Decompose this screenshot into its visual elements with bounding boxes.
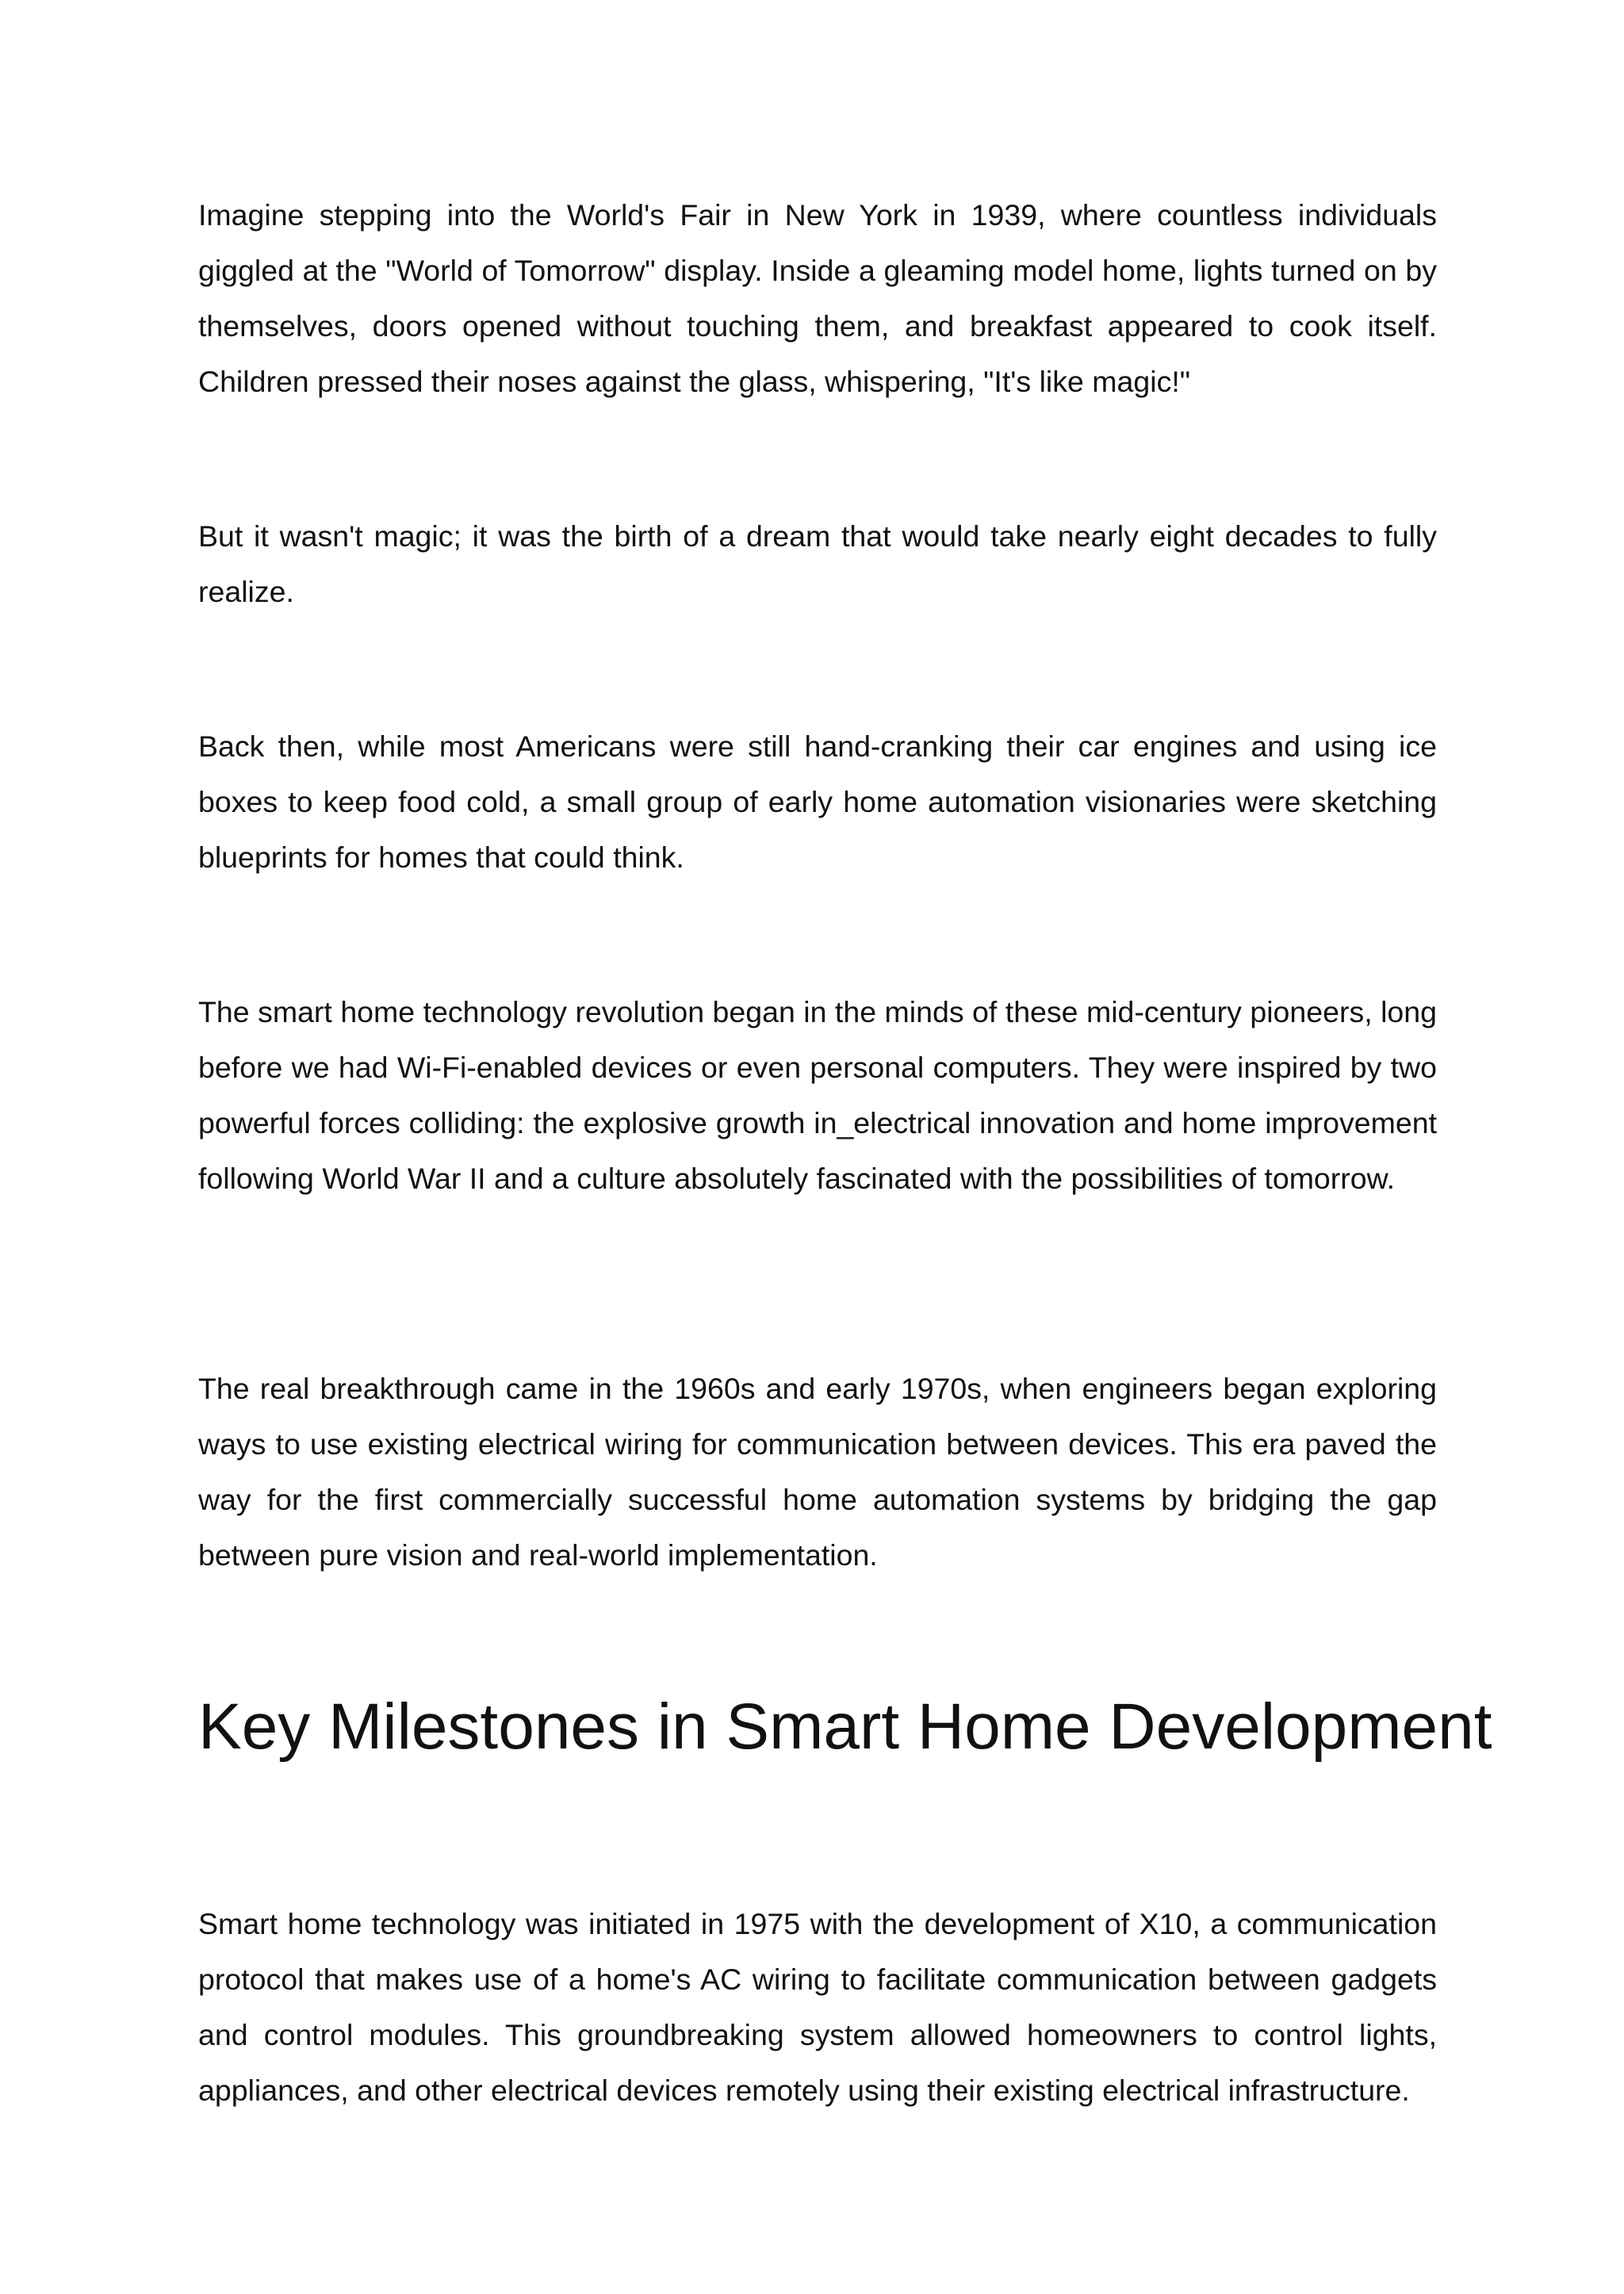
paragraph-x10: Smart home technology was initiated in 1975 with the development of X10, a communication protocol that makes use of a home's AC wiring to facilitate communication between gadgets and control modules. This groundbreaking system allowed homeowners to control lights, appliances, and other electrical devices remotely using their existing electrical infrastructure. bbox=[198, 1907, 1437, 2107]
paragraph-not-magic: But it wasn't magic; it was the birth of a dream that would take nearly eight decades to fully realize. bbox=[198, 519, 1437, 608]
paragraph-back-then: Back then, while most Americans were still hand-cranking their car engines and using ice boxes to keep food cold, a small group of early home automation visionaries were sketching blueprints for homes that could think. bbox=[198, 730, 1437, 874]
paragraph-worlds-fair: Imagine stepping into the World's Fair in New York in 1939, where countless individuals giggled at the "World of Tomorrow" display. Inside a gleaming model home, lights turned on by themselves, doors opened without touching them, and breakfast appeared to cook itself. Children pressed their noses against the glass, whispering, "It's like magic!" bbox=[198, 198, 1437, 398]
paragraph-breakthrough: The real breakthrough came in the 1960s and early 1970s, when engineers began exploring ways to use existing electrical wiring for communication between devices. This era paved the way for the first commercially successful home automation systems by bridging the gap between pure vision and real-world implementation. bbox=[198, 1372, 1437, 1572]
section-heading: Key Milestones in Smart Home Development bbox=[198, 1691, 1492, 1763]
paragraph-revolution-began: The smart home technology revolution began in the minds of these mid-century pioneers, long before we had Wi-Fi-enabled devices or even personal computers. They were inspired by two powerful forces colliding: the explosive growth in_electrical innovation and home improvement following World War II and a culture absolutely fascinated with the possibilities of tomorrow. bbox=[198, 995, 1437, 1195]
